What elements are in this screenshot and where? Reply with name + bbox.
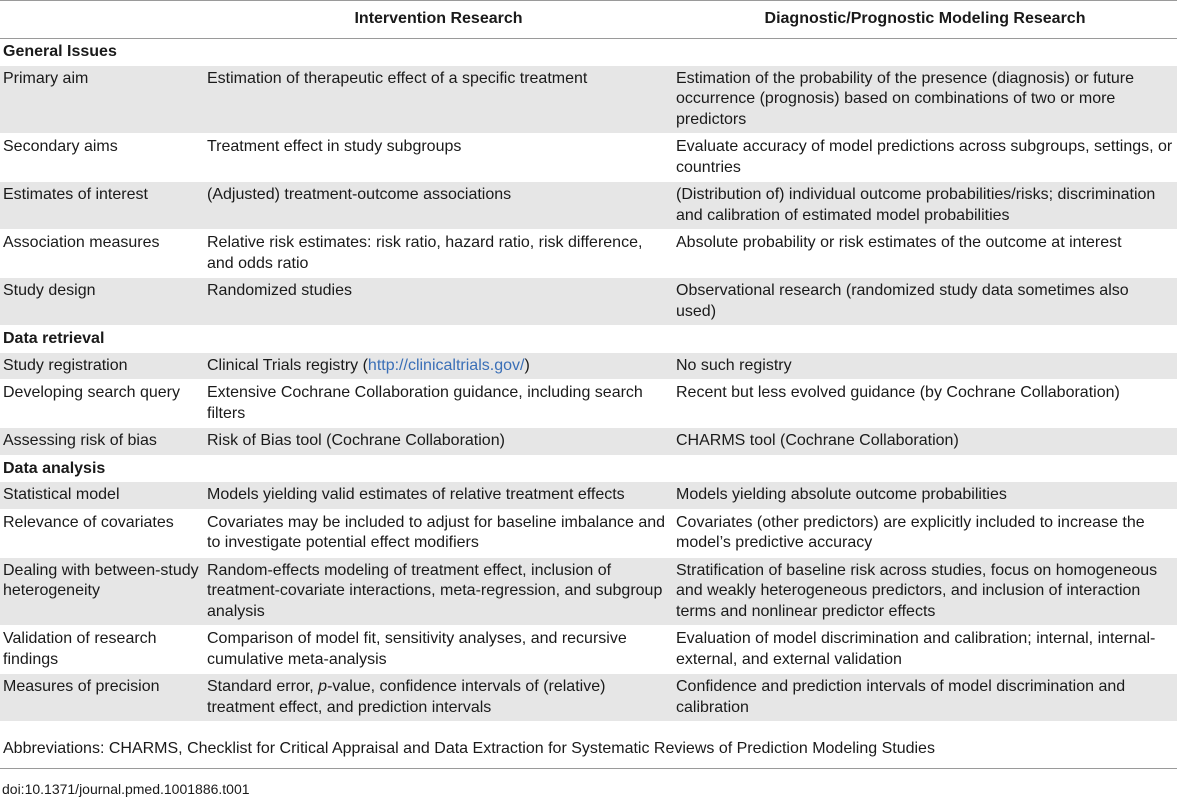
intervention-cell: Relative risk estimates: risk ratio, hazard ratio, risk difference, and odds ratio (204, 230, 673, 278)
row-label: Assessing risk of bias (0, 428, 204, 456)
doi-label: doi:10.1371/journal.pmed.1001886.t001 (2, 781, 250, 797)
intervention-cell: Risk of Bias tool (Cochrane Collaboration) (204, 428, 673, 456)
table-row (0, 428, 1177, 456)
precision-text: Standard error, (207, 678, 319, 695)
abbreviations-footnote: Abbreviations: CHARMS, Checklist for Critical Appraisal and Data Extraction for Systematic Reviews of Prediction Modeling Studies (3, 740, 935, 757)
section-row (0, 326, 1177, 353)
section-title: General Issues (3, 43, 117, 60)
intervention-cell: Treatment effect in study subgroups (204, 134, 673, 182)
section-row (0, 39, 1177, 66)
intervention-cell: Covariates may be included to adjust for baseline imbalance and to investigate potential effect modifiers (204, 509, 673, 557)
intervention-cell (204, 674, 673, 722)
table-row (0, 66, 1177, 134)
intervention-cell: Extensive Cochrane Collaboration guidance, including search filters (204, 380, 673, 428)
row-label: Study registration (0, 353, 204, 380)
row-label: Study design (0, 278, 204, 326)
section-row (0, 455, 1177, 482)
footer-divider (0, 768, 1177, 769)
registry-close: ) (524, 356, 530, 374)
intervention-cell (204, 353, 673, 380)
table-row (0, 674, 1177, 722)
intervention-cell: Comparison of model fit, sensitivity analyses, and recursive cumulative meta-analysis (204, 626, 673, 674)
row-label: Secondary aims (0, 134, 204, 182)
table-row (0, 380, 1177, 428)
row-label: Estimates of interest (0, 182, 204, 230)
row-label: Primary aim (0, 66, 204, 134)
row-label: Association measures (0, 230, 204, 278)
table-row (0, 353, 1177, 380)
header-empty (0, 1, 204, 39)
intervention-cell: Estimation of therapeutic effect of a specific treatment (204, 66, 673, 134)
intervention-cell: Models yielding valid estimates of relative treatment effects (204, 482, 673, 509)
diagnostic-cell: Estimation of the probability of the presence (diagnosis) or future occurrence (prognosis) based on combinations of two or more predictors (673, 66, 1177, 134)
table-row (0, 182, 1177, 230)
intervention-cell: Random-effects modeling of treatment effect, inclusion of treatment-covariate interactions, meta-regression, and subgroup analysis (204, 557, 673, 626)
intervention-cell: Randomized studies (204, 278, 673, 326)
diagnostic-cell: (Distribution of) individual outcome probabilities/risks; discrimination and calibration of estimated model probabilities (673, 182, 1177, 230)
diagnostic-cell: Covariates (other predictors) are explicitly included to increase the model’s predictive accuracy (673, 509, 1177, 557)
row-label: Relevance of covariates (0, 509, 204, 557)
row-label: Measures of precision (0, 674, 204, 722)
table-row (0, 230, 1177, 278)
diagnostic-cell: Confidence and prediction intervals of model discrimination and calibration (673, 674, 1177, 722)
diagnostic-cell: Evaluation of model discrimination and calibration; internal, internal-external, and external validation (673, 626, 1177, 674)
section-title: Data analysis (3, 459, 106, 477)
diagnostic-cell: Absolute probability or risk estimates of the outcome at interest (673, 230, 1177, 278)
row-label: Validation of research findings (0, 626, 204, 674)
section-title: Data retrieval (3, 330, 105, 347)
p-italic: p (318, 678, 328, 695)
table-row (0, 278, 1177, 326)
table-row (0, 626, 1177, 674)
header-row (0, 1, 1177, 39)
diagnostic-cell: Models yielding absolute outcome probabilities (673, 482, 1177, 509)
row-label: Dealing with between-study heterogeneity (0, 557, 204, 626)
diagnostic-cell: Recent but less evolved guidance (by Cochrane Collaboration) (673, 380, 1177, 428)
registry-text: Clinical Trials registry ( (207, 356, 368, 374)
intervention-cell: (Adjusted) treatment-outcome associations (204, 182, 673, 230)
diagnostic-cell: CHARMS tool (Cochrane Collaboration) (673, 428, 1177, 456)
header-diagnostic: Diagnostic/Prognostic Modeling Research (673, 1, 1177, 39)
diagnostic-cell: No such registry (673, 353, 1177, 380)
table-row (0, 557, 1177, 626)
table-row (0, 134, 1177, 182)
diagnostic-cell: Stratification of baseline risk across studies, focus on homogeneous and weakly heterogeneous predictors, and inclusion of interaction terms and nonlinear predictor effects (673, 557, 1177, 626)
row-label: Developing search query (0, 380, 204, 428)
diagnostic-cell: Evaluate accuracy of model predictions across subgroups, settings, or countries (673, 134, 1177, 182)
header-intervention: Intervention Research (204, 1, 673, 39)
table-row (0, 482, 1177, 509)
clinicaltrials-link[interactable]: http://clinicaltrials.gov/ (367, 356, 525, 374)
precision-text-rest: -value, confidence intervals of (relative) treatment effect, and prediction intervals (207, 678, 606, 716)
table-row (0, 509, 1177, 557)
diagnostic-cell: Observational research (randomized study data sometimes also used) (673, 278, 1177, 326)
row-label: Statistical model (0, 482, 204, 509)
